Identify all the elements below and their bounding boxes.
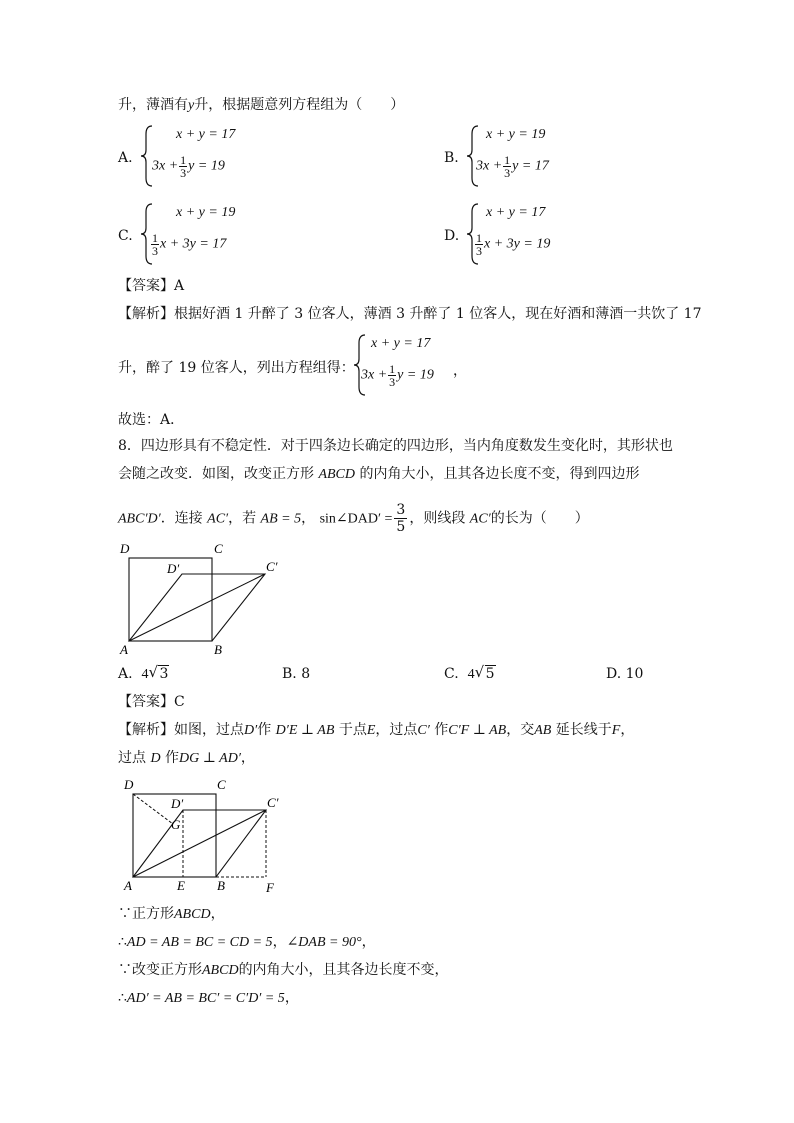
- label-cp: C′: [266, 559, 278, 574]
- diagonal-acp: [133, 810, 266, 877]
- q8-option-b: B. 8: [282, 666, 311, 682]
- q7-conclusion: 故选：A．: [118, 412, 185, 428]
- label-cp: C′: [267, 795, 279, 810]
- q7-option-b-label: B.: [444, 150, 459, 166]
- q7-analysis-system: x + y = 17 3x + $\frac{1}{3}$ y = 19 ，: [353, 333, 483, 401]
- q8-analysis-line1: 【解析】如图，过点D′作 D′E ⊥ AB 于点E，过点C′ 作C′F ⊥ AB，交AB 延长线于F，: [118, 722, 635, 738]
- q8-stem-line3: ABC′D′．连接 AC′，若 AB = 5， sin∠DAD′ = $\frac{3}{5}$ ，则线段 AC′的长为（ ）: [118, 502, 589, 535]
- label-d: D: [120, 541, 130, 556]
- label-f: F: [266, 880, 274, 895]
- q7-stem: 升，薄酒有y升，根据题意列方程组为（ ）: [118, 97, 405, 113]
- q7-analysis-line1: 【解析】根据好酒 1 升醉了 3 位客人，薄酒 3 升醉了 1 位客人，现在好酒和薄酒一共饮了 17: [118, 306, 702, 322]
- q8-option-d: D. 10: [606, 666, 644, 682]
- q8-stem-line2: 会随之改变．如图，改变正方形 ABCD 的内角大小，且其各边长度不变，得到四边形: [118, 466, 640, 482]
- q7-option-a-system: x + y = 17 3x + $\frac{1}{3}$ y = 19: [140, 124, 300, 192]
- q8-answer: 【答案】C: [118, 694, 185, 710]
- q7-answer: 【答案】A: [118, 278, 185, 294]
- label-e: E: [177, 878, 185, 893]
- q8-stem-line1: 8．四边形具有不稳定性．对于四条边长确定的四边形，当内角度数发生变化时，其形状也: [118, 438, 673, 454]
- q7-option-a-label: A.: [118, 150, 133, 166]
- label-a: A: [120, 642, 128, 657]
- q8-step4: ∴AD′ = AB = BC′ = C′D′ = 5，: [118, 990, 299, 1006]
- q8-step1: ∵正方形ABCD，: [118, 906, 225, 922]
- q8-figure-2: [116, 774, 296, 896]
- q8-step3: ∵改变正方形ABCD的内角大小，且其各边长度不变，: [118, 962, 449, 978]
- label-c: C: [217, 777, 226, 792]
- label-d: D: [124, 777, 134, 792]
- q8-analysis-line2: 过点 D 作DG ⊥ AD′，: [118, 750, 255, 766]
- q7-option-b-system: x + y = 19 3x + $\frac{1}{3}$ y = 17: [466, 124, 626, 192]
- label-a: A: [124, 878, 132, 893]
- label-g: G: [171, 817, 181, 832]
- label-dp: D′: [167, 561, 180, 576]
- diagonal-acp: [129, 574, 265, 641]
- label-c: C: [214, 541, 223, 556]
- label-b: B: [214, 642, 222, 657]
- q8-option-a: A. 4√ 3: [118, 664, 169, 685]
- q8-option-c: C. 4√ 5: [444, 664, 496, 685]
- label-b: B: [217, 878, 225, 893]
- q7-analysis-line2: 升，醉了 19 位客人，列出方程组得：: [118, 360, 355, 376]
- q7-option-d-label: D.: [444, 228, 460, 244]
- q7-option-d-system: x + y = 17 $\frac{1}{3}$ x + 3y = 19: [466, 202, 626, 270]
- q7-option-c-system: x + y = 19 $\frac{1}{3}$ x + 3y = 17: [140, 202, 300, 270]
- q8-step2: ∴AD = AB = BC = CD = 5，∠DAB = 90°，: [118, 934, 376, 950]
- q7-option-c-label: C.: [118, 228, 133, 244]
- label-dp: D′: [171, 796, 184, 811]
- perp-dg: [133, 794, 173, 824]
- q8-figure-1: [112, 538, 292, 660]
